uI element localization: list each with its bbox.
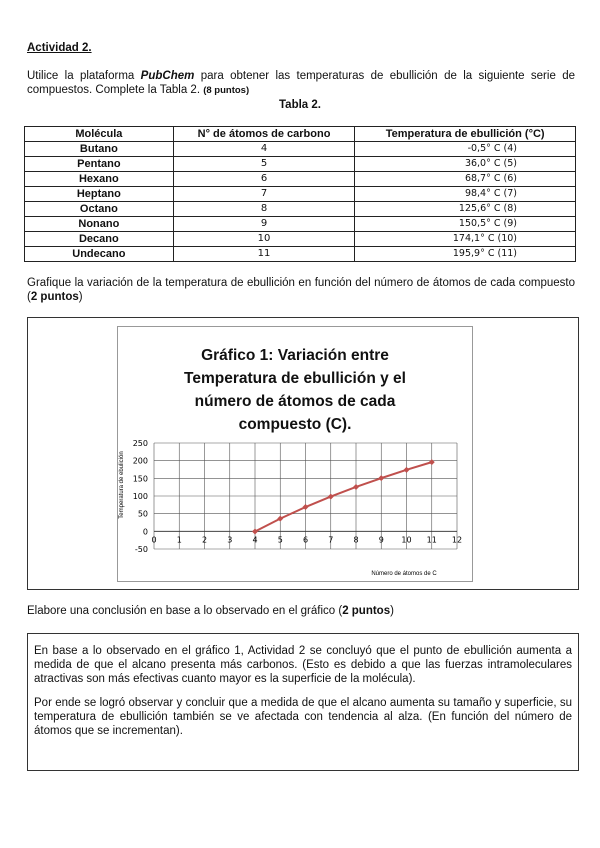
conclusion-instruction-points: 2 puntos xyxy=(342,605,391,617)
x-tick-label: 10 xyxy=(401,535,412,545)
data-point xyxy=(303,504,309,510)
conclusion-box xyxy=(27,633,579,771)
graph-instruction-points: 2 puntos xyxy=(30,291,79,303)
temperature-cell: 150,5° C (9) xyxy=(355,217,576,232)
x-tick-label: 11 xyxy=(426,535,437,545)
conclusion-paragraph: En base a lo observado en el gráfico 1, Actividad 2 se concluyó que el punto de ebullición aumenta a medida de que el alcano presenta más carbonos. (Esto es debido a que las fuerzas intramoleculares atractivas son más efectivas cuanto mayor es la superficie de la molécula). xyxy=(34,645,572,685)
chart-title-line: compuesto (C). xyxy=(238,416,352,433)
x-tick-label: 6 xyxy=(302,535,309,545)
temperature-cell: 68,7° C (6) xyxy=(355,172,576,187)
carbons-cell: 10 xyxy=(173,232,355,247)
y-tick-label: 50 xyxy=(137,509,148,519)
molecule-cell: Nonano xyxy=(25,217,174,232)
data-point xyxy=(328,494,334,500)
molecule-cell: Butano xyxy=(25,142,174,157)
molecule-cell: Decano xyxy=(25,232,174,247)
y-axis-label: Temperatura de ebulición xyxy=(119,451,125,519)
temperature-cell: -0,5° C (4) xyxy=(355,142,576,157)
temperature-cell: 98,4° C (7) xyxy=(355,187,576,202)
y-tick-label: 200 xyxy=(132,456,148,466)
y-tick-label: 0 xyxy=(142,527,148,537)
carbons-cell: 6 xyxy=(173,172,355,187)
table-row xyxy=(25,232,576,247)
molecule-cell: Octano xyxy=(25,202,174,217)
temperature-cell: 125,6° C (8) xyxy=(355,202,576,217)
molecule-cell: Hexano xyxy=(25,172,174,187)
x-tick-label: 12 xyxy=(451,535,463,545)
table-row xyxy=(25,217,576,232)
x-tick-label: 1 xyxy=(176,535,182,545)
x-tick-label: 0 xyxy=(151,535,157,545)
header-temperature: Temperatura de ebullición (°C) xyxy=(355,127,576,142)
chart-area xyxy=(117,326,473,582)
x-tick-label: 9 xyxy=(378,535,384,545)
data-point xyxy=(429,459,435,465)
table-row xyxy=(25,142,576,157)
intro-text-before: Utilice la plataforma xyxy=(27,70,141,82)
carbons-cell: 7 xyxy=(173,187,355,202)
graph-instruction-close: ) xyxy=(78,291,83,303)
x-tick-label: 7 xyxy=(328,535,334,545)
intro-points: (8 puntos) xyxy=(203,85,250,96)
table-caption: Tabla 2. xyxy=(279,99,321,111)
line-chart xyxy=(118,327,472,581)
graph-instruction xyxy=(27,276,575,304)
x-tick-label: 8 xyxy=(353,535,359,545)
table-row xyxy=(25,202,576,217)
table-row xyxy=(25,172,576,187)
x-tick-label: 4 xyxy=(252,535,258,545)
conclusion-instruction-text: Elabore una conclusión en base a lo observado en el gráfico ( xyxy=(27,605,343,617)
conclusion-instruction xyxy=(27,604,575,618)
data-point xyxy=(404,467,410,473)
table-row xyxy=(25,157,576,172)
series-line xyxy=(255,462,432,531)
table-row xyxy=(25,247,576,262)
conclusion-instruction-close: ) xyxy=(390,605,394,617)
table-row xyxy=(25,187,576,202)
x-axis-label: Número de átomos de C xyxy=(371,571,437,577)
carbons-cell: 8 xyxy=(173,202,355,217)
data-point xyxy=(353,484,359,490)
y-tick-label: -50 xyxy=(134,545,148,554)
platform-name: PubChem xyxy=(140,70,195,82)
table-header-row xyxy=(25,127,576,142)
chart-title-line: número de átomos de cada xyxy=(194,393,396,410)
header-molecule: Molécula xyxy=(25,127,174,142)
y-tick-label: 150 xyxy=(132,474,148,484)
temperature-cell: 36,0° C (5) xyxy=(355,157,576,172)
carbons-cell: 4 xyxy=(173,142,355,157)
header-carbons: N° de átomos de carbono xyxy=(173,127,355,142)
x-tick-label: 5 xyxy=(277,535,283,545)
data-point xyxy=(378,475,384,481)
chart-title-line: Temperatura de ebullición y el xyxy=(184,370,406,387)
intro-paragraph xyxy=(27,69,575,98)
carbons-cell: 11 xyxy=(173,247,355,262)
y-tick-label: 100 xyxy=(132,492,148,501)
graph-instruction-text: Grafique la variación de la temperatura de ebullición en función del número de átomos de cada compuesto ( xyxy=(27,277,575,303)
y-tick-label: 250 xyxy=(132,439,148,448)
x-tick-label: 2 xyxy=(201,535,208,545)
temperature-cell: 195,9° C (11) xyxy=(355,247,576,262)
carbons-cell: 9 xyxy=(173,217,355,232)
carbons-cell: 5 xyxy=(173,157,355,172)
activity-heading: Actividad 2. xyxy=(27,42,92,54)
conclusion-paragraph: Por ende se logró observar y concluir que a medida de que el alcano aumenta su tamaño y superficie, su temperatura de ebullición también se ve afectada con tendencia al alza. (En función del número de átomos que se incrementan). xyxy=(34,697,572,737)
x-tick-label: 3 xyxy=(227,535,233,545)
boiling-point-table xyxy=(24,126,576,262)
temperature-cell: 174,1° C (10) xyxy=(355,232,576,247)
chart-title-line: Gráfico 1: Variación entre xyxy=(201,347,389,364)
molecule-cell: Heptano xyxy=(25,187,174,202)
molecule-cell: Undecano xyxy=(25,247,174,262)
molecule-cell: Pentano xyxy=(25,157,174,172)
intro-text-after: para obtener las temperaturas de ebullición de la siguiente serie de compuestos. Complete la Tabla 2. xyxy=(27,70,575,96)
